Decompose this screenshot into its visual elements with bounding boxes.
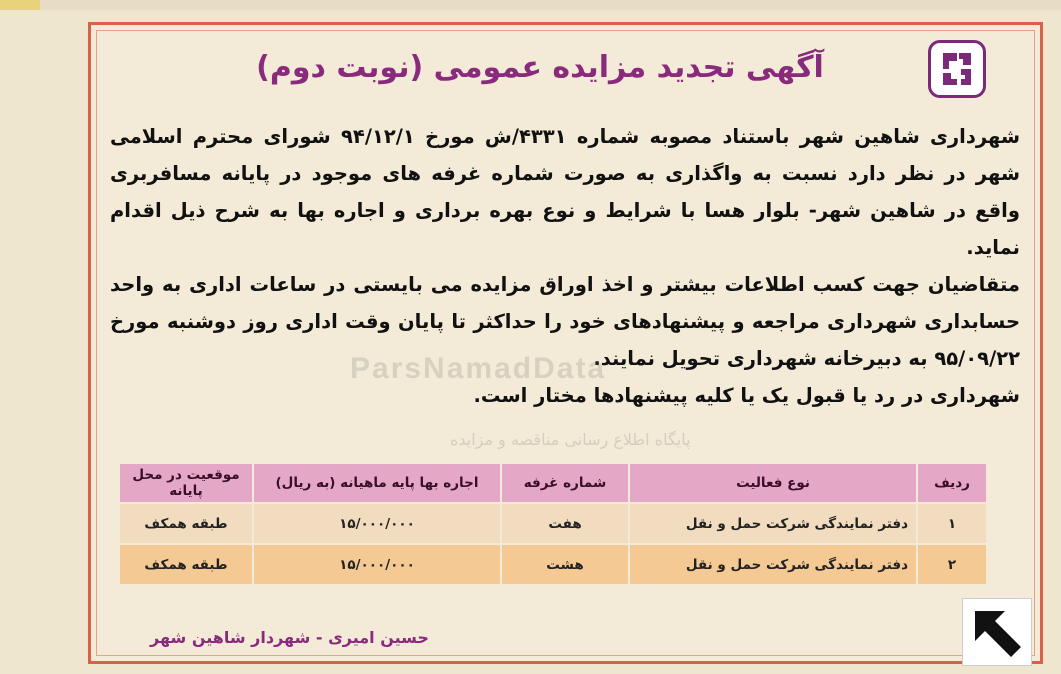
page-top-strip bbox=[0, 0, 1061, 10]
notice-paragraph-2: متقاضیان جهت کسب اطلاعات بیشتر و اخذ اوراق مزایده می بایستی در ساعات اداری به واحد حسابداری شهرداری مراجعه و پیشنهادهای خود را حداکثر تا پایان وقت اداری روز دوشنبه مورخ ۹۵/۰۹/۲۲ به دبیرخانه شهرداری تحویل نمایند. bbox=[110, 273, 1020, 370]
col-header-monthly-rent: اجاره بها پایه ماهیانه (به ریال) bbox=[253, 463, 501, 503]
cell-monthly-rent: ۱۵/۰۰۰/۰۰۰ bbox=[253, 544, 501, 585]
cell-booth-number: هشت bbox=[501, 544, 629, 585]
watermark-tagline: پایگاه اطلاع رسانی مناقصه و مزایده bbox=[450, 430, 691, 449]
auction-items-table bbox=[118, 462, 988, 586]
cell-activity: دفتر نمایندگی شرکت حمل و نقل bbox=[629, 544, 917, 585]
watermark-brand: ParsNamadData bbox=[350, 352, 607, 385]
cell-row-number: ۲ bbox=[917, 544, 987, 585]
table-header-row bbox=[119, 463, 987, 503]
cell-activity: دفتر نمایندگی شرکت حمل و نقل bbox=[629, 503, 917, 544]
col-header-activity: نوع فعالیت bbox=[629, 463, 917, 503]
arrow-up-left-icon bbox=[962, 598, 1032, 666]
cell-location: طبقه همکف bbox=[119, 544, 253, 585]
cell-location: طبقه همکف bbox=[119, 503, 253, 544]
col-header-booth-number: شماره غرفه bbox=[501, 463, 629, 503]
signature: حسین امیری - شهردار شاهین شهر bbox=[150, 628, 429, 647]
cell-row-number: ۱ bbox=[917, 503, 987, 544]
col-header-location: موقعیت در محل پایانه bbox=[119, 463, 253, 503]
cell-booth-number: هفت bbox=[501, 503, 629, 544]
table-row bbox=[119, 544, 987, 585]
col-header-row-number: ردیف bbox=[917, 463, 987, 503]
municipality-logo-icon bbox=[928, 40, 986, 98]
notice-paragraph-1: شهرداری شاهین شهر باستناد مصوبه شماره ۴۳۳۱/ش مورخ ۹۴/۱۲/۱ شورای محترم اسلامی شهر در نظر دارد نسبت به واگذاری به صورت شماره غرفه های موجود در پایانه مسافربری واقع در شاهین شهر- بلوار هسا با شرایط و نوع بهره برداری و اجاره بها به شرح ذیل اقدام نماید. bbox=[110, 125, 1020, 259]
cell-monthly-rent: ۱۵/۰۰۰/۰۰۰ bbox=[253, 503, 501, 544]
notice-paragraph-3: شهرداری در رد یا قبول یک یا کلیه پیشنهادها مختار است. bbox=[473, 384, 1020, 407]
table-row bbox=[119, 503, 987, 544]
notice-title: آگهی تجدید مزایده عمومی (نوبت دوم) bbox=[256, 50, 824, 85]
